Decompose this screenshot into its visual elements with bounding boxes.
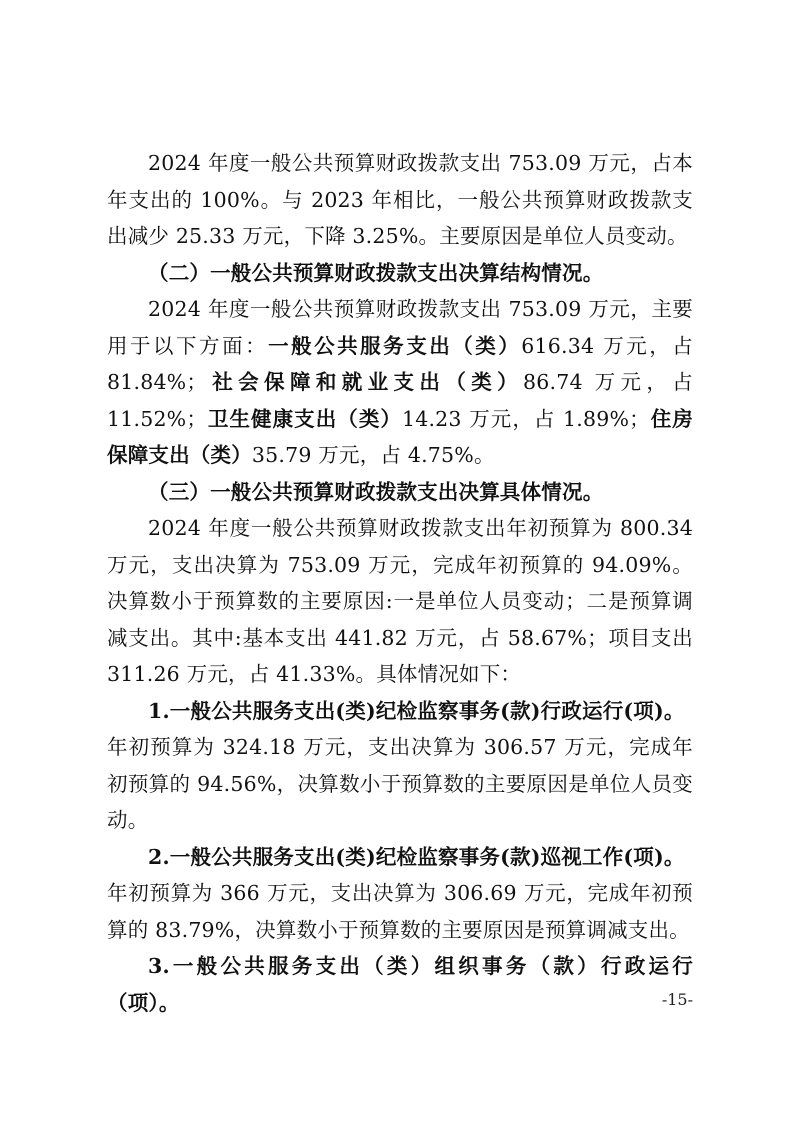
item-3-title: 3.一般公共服务支出（类）组织事务（款）行政运行（项）。 [107,954,693,1015]
item-2-body: 年初预算为 366 万元，支出决算为 306.69 万元，完成年初预算的 83.79%，决算数小于预算数的主要原因是预算调减支出。 [107,881,693,942]
category-health-value: 14.23 万元，占 1.89%； [401,406,650,431]
paragraph-expenditure-details: 2024 年度一般公共预算财政拨款支出年初预算为 800.34 万元，支出决算为 753.09 万元，完成年初预算的 94.09%。决算数小于预算数的主要原因:一是单位人员变动；二是预算调减支出。其中:基本支出 441.82 万元，占 58.67%；项目支出 311.26 万元，占 41.33%。具体情况如下： [107,516,693,686]
category-social-security-value: 86.74 万元，占 11.52%； [107,370,693,431]
category-general-public-services-value: 616.34 万元，占 81.84%； [107,333,693,394]
section-heading-structure: （二）一般公共预算财政拨款支出决算结构情况。 [148,260,604,285]
category-health: 卫生健康支出（类） [207,406,402,431]
item-2-title: 2.一般公共服务支出(类)纪检监察事务(款)巡视工作(项)。 [148,844,685,869]
document-body [107,145,693,1021]
category-social-security: 社会保障和就业支出（类） [207,370,523,394]
page-number: -15- [661,990,693,1009]
paragraph-general-budget-summary: 2024 年度一般公共预算财政拨款支出 753.09 万元，占本年支出的 100%。与 2023 年相比，一般公共预算财政拨款支出减少 25.33 万元，下降 3.25%。主要原因是单位人员变动。 [107,151,693,248]
category-housing: 住房保障支出（类） [107,406,693,467]
category-housing-value: 35.79 万元，占 4.75%。 [251,443,495,467]
section-heading-details: （三）一般公共预算财政拨款支出决算具体情况。 [148,479,604,504]
item-1-body: 年初预算为 324.18 万元，支出决算为 306.57 万元，完成年初预算的 94.56%，决算数小于预算数的主要原因是单位人员变动。 [107,735,693,832]
paragraph-expenditure-structure [107,291,693,474]
structure-intro: 2024 年度一般公共预算财政拨款支出 753.09 万元，主要用于以下方面： [107,297,693,358]
category-general-public-services: 一般公共服务支出（类） [268,333,522,358]
item-1-title: 1.一般公共服务支出(类)纪检监察事务(款)行政运行(项)。 [148,698,685,723]
